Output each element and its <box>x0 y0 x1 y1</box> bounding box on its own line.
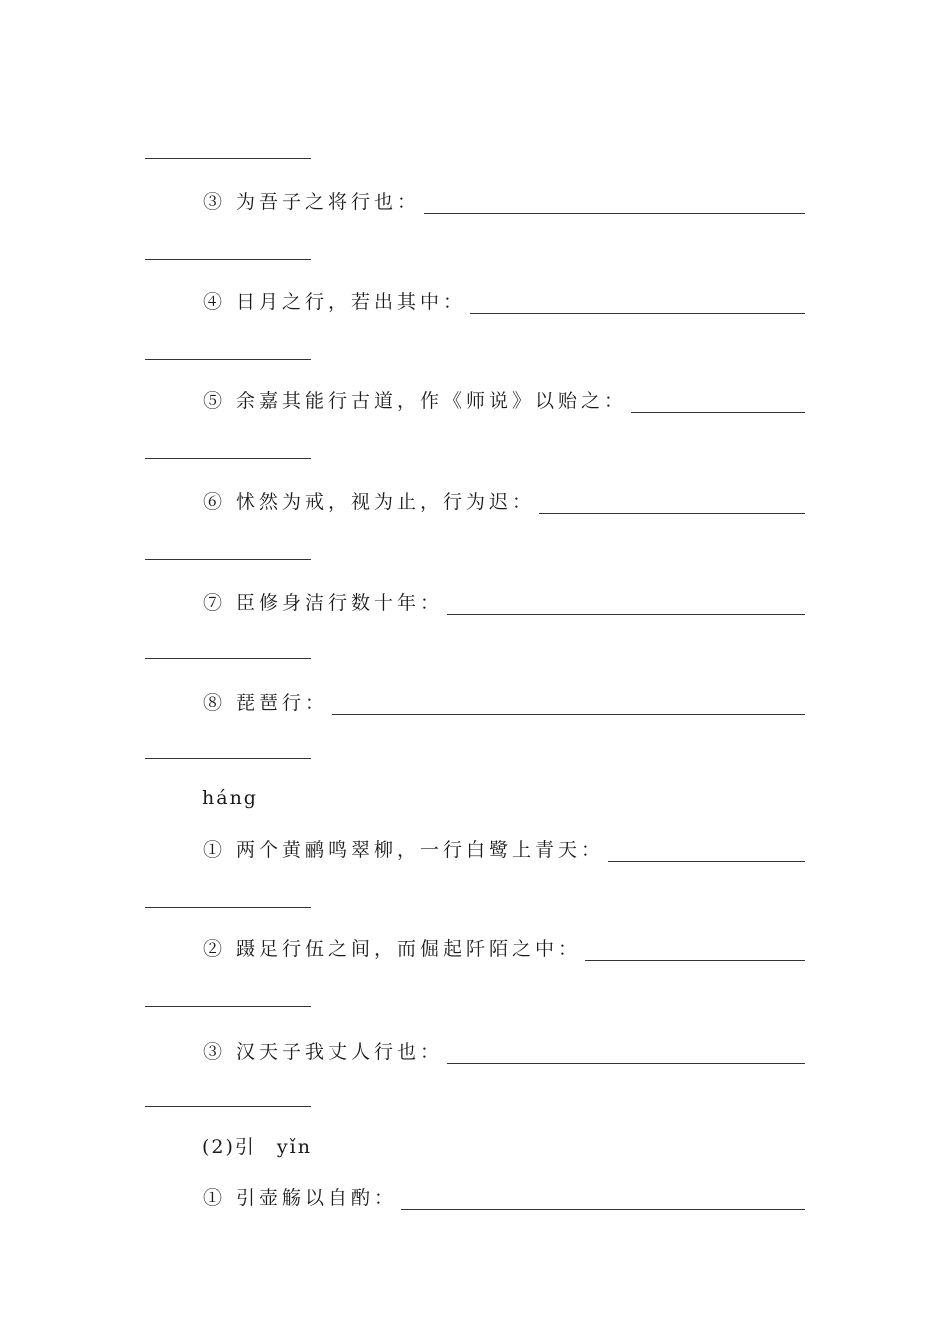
answer-blank[interactable] <box>401 1208 805 1210</box>
exercise-item <box>203 832 805 862</box>
continuation-blank-line <box>145 758 311 759</box>
answer-blank[interactable] <box>332 713 805 715</box>
continuation-blank-line <box>145 458 311 459</box>
exercise-item <box>203 1180 805 1210</box>
exercise-prompt: ⑥ 怵然为戒，视为止，行为迟： <box>203 491 536 513</box>
continuation-blank-line <box>145 1006 311 1007</box>
continuation-blank-line <box>145 559 311 560</box>
answer-blank[interactable] <box>539 512 805 514</box>
section-heading: (2)引 yǐn <box>202 1136 312 1158</box>
exercise-item <box>203 1034 805 1064</box>
exercise-prompt: ⑧ 琵琶行： <box>203 692 329 714</box>
exercise-prompt: ④ 日月之行，若出其中： <box>203 291 467 313</box>
exercise-item <box>203 685 805 715</box>
exercise-prompt: ⑤ 余嘉其能行古道，作《师说》以贻之： <box>203 390 628 412</box>
answer-blank[interactable] <box>424 212 805 214</box>
continuation-blank-line <box>145 259 311 260</box>
exercise-prompt: ⑦ 臣修身洁行数十年： <box>203 592 444 614</box>
continuation-blank-line <box>145 359 311 360</box>
exercise-item <box>203 484 805 514</box>
exercise-prompt: ③ 为吾子之将行也： <box>203 191 421 213</box>
exercise-prompt: ① 两个黄鹂鸣翠柳，一行白鹭上青天： <box>203 839 605 861</box>
answer-blank[interactable] <box>631 411 805 413</box>
answer-blank[interactable] <box>585 959 805 961</box>
exercise-item <box>203 383 805 413</box>
exercise-prompt: ① 引壶觞以自酌： <box>203 1187 398 1209</box>
exercise-item <box>203 585 805 615</box>
exercise-item <box>203 931 805 961</box>
exercise-item <box>203 184 805 214</box>
answer-blank[interactable] <box>447 613 805 615</box>
continuation-blank-line <box>145 658 311 659</box>
exercise-item <box>203 284 805 314</box>
exercise-prompt: ② 蹑足行伍之间，而倔起阡陌之中： <box>203 938 582 960</box>
answer-blank[interactable] <box>447 1062 805 1064</box>
answer-blank[interactable] <box>470 312 805 314</box>
continuation-blank-line <box>145 158 311 159</box>
pinyin-subheading: háng <box>202 787 258 809</box>
answer-blank[interactable] <box>608 860 805 862</box>
continuation-blank-line <box>145 907 311 908</box>
exercise-prompt: ③ 汉天子我丈人行也： <box>203 1041 444 1063</box>
continuation-blank-line <box>145 1106 311 1107</box>
